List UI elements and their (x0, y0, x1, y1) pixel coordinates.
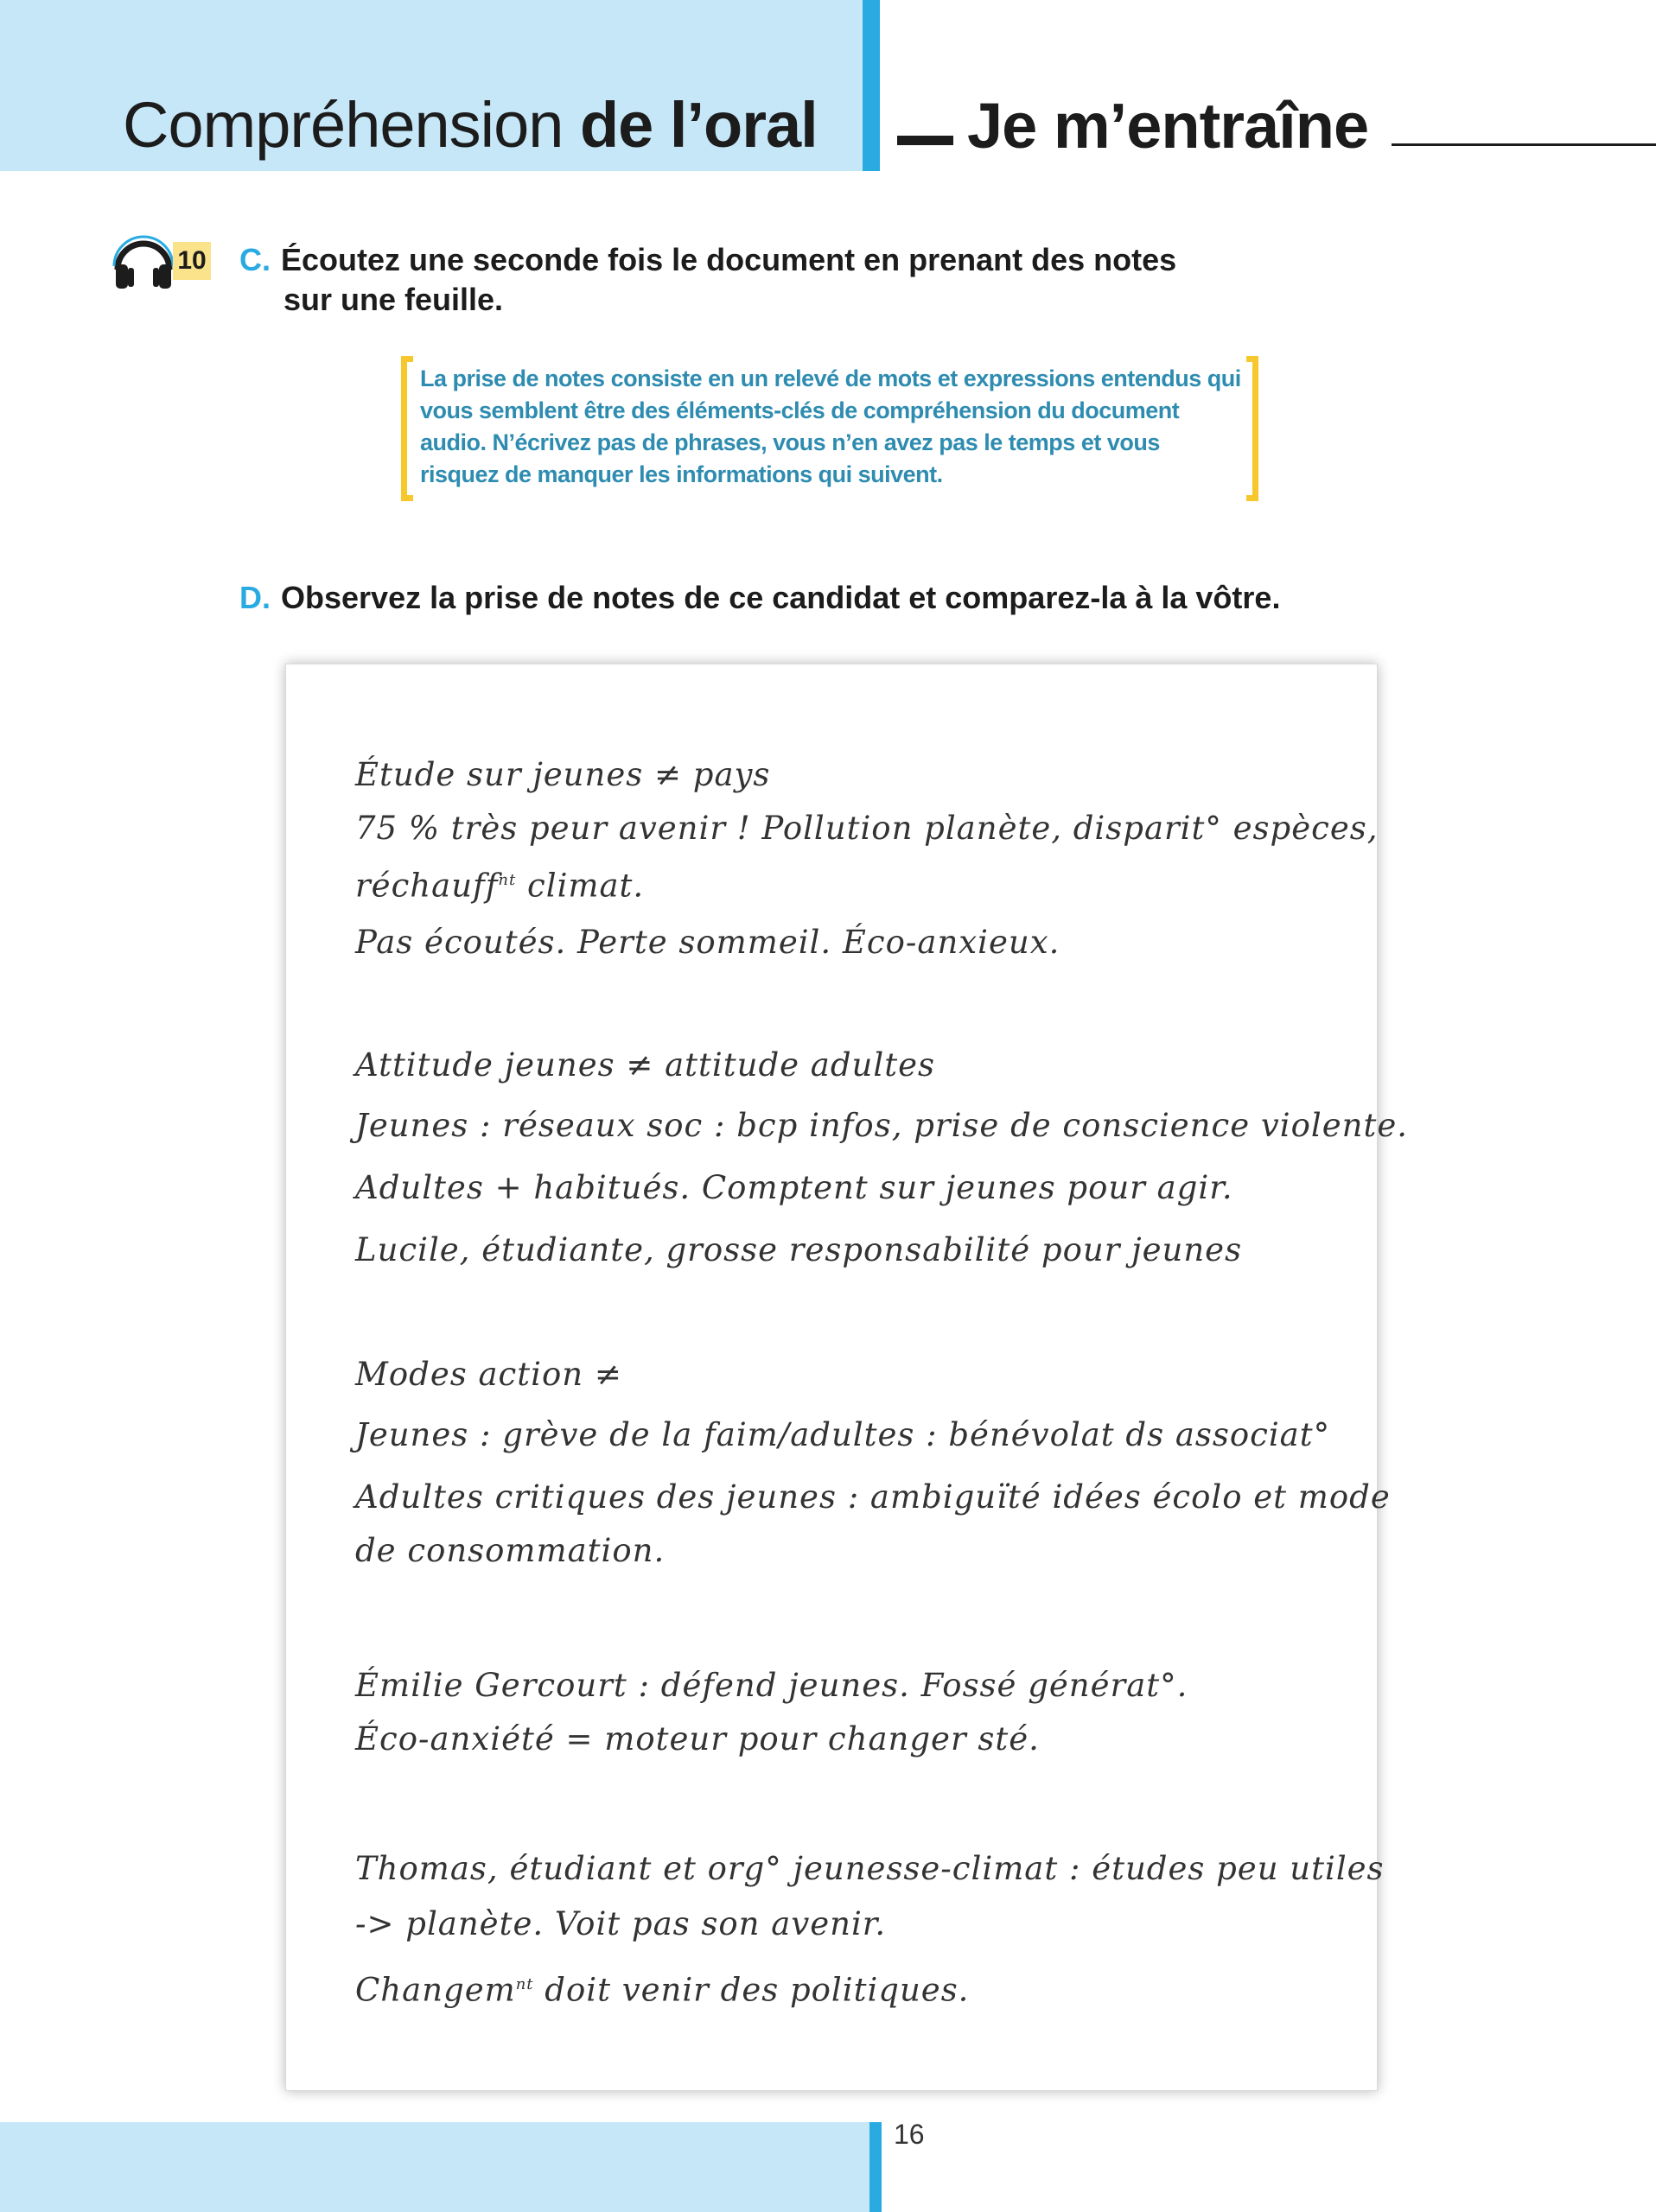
headphones-icon (111, 232, 180, 292)
note-line: Étude sur jeunes ≠ pays (355, 756, 771, 793)
note-line: -> planète. Voit pas son avenir. (355, 1905, 887, 1942)
note-superscript: nt (498, 871, 517, 889)
exercise-c-line1: Écoutez une seconde fois le document en prenant des notes (281, 242, 1177, 277)
note-line: Attitude jeunes ≠ attitude adultes (355, 1046, 935, 1084)
note-fragment: doit venir des politiques. (533, 1971, 970, 2009)
note-line: Éco-anxiété = moteur pour changer sté. (355, 1720, 1040, 1758)
note-line: Jeunes : grève de la faim/adultes : bénévolat ds associat° (355, 1416, 1331, 1453)
footer-band (0, 2122, 869, 2212)
note-line: de consommation. (355, 1532, 666, 1569)
note-line: Thomas, étudiant et org° jeunesse-climat : études peu utiles (355, 1850, 1385, 1887)
footer-divider-bar (869, 2122, 882, 2212)
track-number: 10 (173, 242, 211, 280)
tip-text: La prise de notes consiste en un relevé de mots et expressions entendus qui vous semblent être des éléments-clés de compréhension du document audio. N’écrivez pas de phrases, vous n’en avez pas le temps et vous risquez de manquer les informations qui suivent. (420, 365, 1241, 487)
exercise-d (239, 578, 1406, 618)
note-fragment: climat. (516, 867, 645, 905)
note-line: Modes action ≠ (355, 1356, 622, 1393)
note-line: Adultes + habitués. Comptent sur jeunes pour agir. (355, 1169, 1233, 1206)
note-line: Émilie Gercourt : défend jeunes. Fossé générat°. (355, 1667, 1188, 1704)
note-superscript: nt (515, 1975, 534, 1993)
note-fragment: réchauff (355, 867, 499, 905)
exercise-c-letter: C. (239, 242, 271, 277)
exercise-c (239, 240, 1406, 320)
note-line (355, 861, 644, 905)
tip-bracket-left (401, 356, 413, 501)
title-dash (897, 136, 953, 145)
header-divider-bar (863, 0, 880, 171)
note-fragment: Changem (355, 1971, 516, 2009)
note-line: Lucile, étudiante, grosse responsabilité pour jeunes (355, 1231, 1243, 1268)
note-line: Jeunes : réseaux soc : bcp infos, prise de conscience violente. (355, 1107, 1408, 1144)
title-bold: de l’oral (579, 89, 818, 161)
audio-track-tag (111, 232, 214, 292)
note-line: Pas écoutés. Perte sommeil. Éco-anxieux. (355, 924, 1060, 961)
exercise-d-letter: D. (239, 580, 271, 615)
section-label: Je m’entraîne (967, 89, 1369, 162)
header-rule (1392, 143, 1656, 146)
title-light: Compréhension (123, 89, 580, 161)
page-number: 16 (894, 2119, 925, 2150)
exercise-c-line2: sur une feuille. (283, 282, 504, 317)
note-line: Adultes critiques des jeunes : ambiguïté idées écolo et mode (355, 1478, 1391, 1516)
handwritten-notes-sheet (285, 664, 1408, 2091)
page-title (123, 86, 818, 164)
tip-bracket-right (1246, 356, 1258, 501)
exercise-d-text: Observez la prise de notes de ce candidat et comparez-la à la vôtre. (281, 580, 1281, 615)
section-title (897, 86, 1368, 164)
note-line: 75 % très peur avenir ! Pollution planète, disparit° espèces, (355, 810, 1379, 847)
note-line (355, 1966, 969, 2009)
tip-box (401, 356, 1258, 501)
